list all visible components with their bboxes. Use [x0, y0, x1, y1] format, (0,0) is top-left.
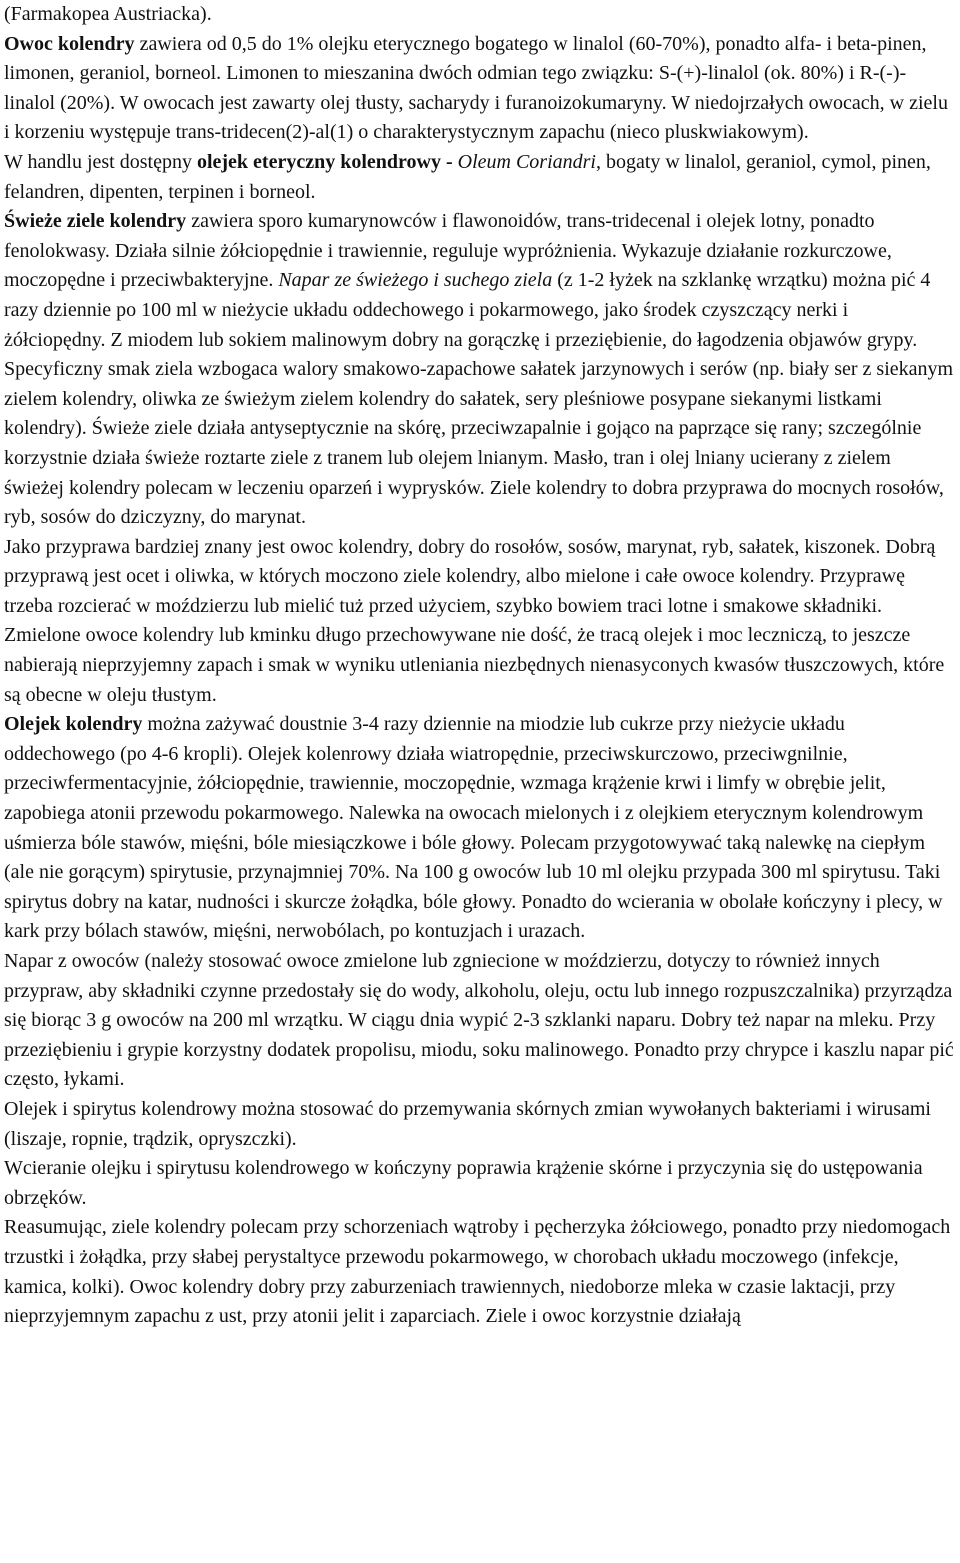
- italic-term: Oleum Coriandri: [457, 150, 596, 173]
- text-run: Olejek i spirytus kolendrowy można stosować do przemywania skórnych zmian wywołanych bakteriami i wirusami (liszaje, ropnie, trądzik, opryszczki).: [4, 1097, 931, 1150]
- bold-term: Olejek kolendry: [4, 713, 143, 736]
- paragraph-essential-oil: [4, 148, 954, 207]
- text-run: (Farmakopea Austriacka).: [4, 3, 212, 25]
- paragraph-circulation: [4, 1154, 954, 1213]
- text-run: Napar z owoców (należy stosować owoce zmielone lub zgniecione w moździerzu, dotyczy to również innych przypraw, aby składniki czynne przedostały się do wody, alkoholu, oleju, octu lub innego rozpuszczalnika) przyrządza się biorąc 3 g owoców na 200 ml wrzątku. W ciągu dnia wypić 2-3 szklanki naparu. Dobry też napar na mleku. Przy przeziębieniu i grypie korzystny dodatek propolisu, miodu, soku malinowego. Ponadto przy chrypce i kaszlu napar pić często, łykami.: [4, 950, 954, 1091]
- text-run: W handlu jest dostępny: [4, 150, 197, 173]
- bold-term: Świeże ziele kolendry: [4, 210, 187, 233]
- paragraph-fruit-infusion: [4, 947, 954, 1095]
- italic-term: Napar ze świeżego i suchego ziela: [278, 269, 553, 292]
- text-run: Wcieranie olejku i spirytusu kolendrowego w kończyny poprawia krążenie skórne i przyczynia się do ustępowania obrzęków.: [4, 1157, 923, 1209]
- text-run: , bogaty w linalol, geraniol, cymol, pinen, felandren, dipenten, terpinen i borneol.: [4, 150, 931, 203]
- text-run: Jako przyprawa bardziej znany jest owoc kolendry, dobry do rosołów, sosów, marynat, ryb, sałatek, kiszonek. Dobrą przyprawą jest ocet i oliwka, w których moczono ziele kolendry, albo mielone i całe owoce kolendry. Przyprawę trzeba rozcierać w moździerzu lub mielić tuż przed użyciem, szybko bowiem traci lotne i smakowe składniki. Zmielone owoce kolendry lub kminku długo przechowywane nie dość, że tracą olejek i moc leczniczą, to jeszcze nabierają nieprzyjemny zapach i smak w wyniku utleniania niezbędnych nienasyconych kwasów tłuszczowych, które są obecne w oleju tłustym.: [4, 535, 945, 706]
- text-run: Reasumując, ziele kolendry polecam przy schorzeniach wątroby i pęcherzyka żółciowego, ponadto przy niedomogach trzustki i żołądka, przy słabej perystaltyce przewodu pokarmowego, w chorobach układu moczowego (infekcje, kamica, kolki). Owoc kolendry dobry przy zaburzeniach trawiennych, niedoborze mleka w czasie laktacji, przy nieprzyjemnym zapachu z ust, przy atonii jelit i zaparciach. Ziele i owoc korzystnie działają: [4, 1216, 951, 1328]
- paragraph-source-note: [4, 0, 954, 30]
- paragraph-summary: [4, 1213, 954, 1331]
- text-run: (z 1-2 łyżek na szklankę wrzątku) można pić 4 razy dziennie po 100 ml w nieżycie układu oddechowego i pokarmowego, jako środek czyszczący nerki i żółciopędny. Z miodem lub sokiem malinowym dobry na gorączkę i przeziębienie, do łagodzenia objawów grypy. Specyficzny smak ziela wzbogaca walory smakowo-zapachowe sałatek jarzynowych i serów (np. biały ser z siekanym zielem kolendry, oliwka ze świeżym zielem kolendry do sałatek, sery pleśniowe posypane siekanymi listkami kolendry). Świeże ziele działa antyseptycznie na skórę, przeciwzapalnie i gojąco na paprzące się rany; szczególnie korzystnie działa świeże roztarte ziele z tranem lub olejem lnianym. Masło, tran i olej lniany ucierany z zielem świeżej kolendry polecam w leczeniu oparzeń i wyprysków. Ziele kolendry to dobra przyprawa do mocnych rosołów, ryb, sosów do dziczyzny, do marynat.: [4, 269, 954, 529]
- bold-term: olejek eteryczny kolendrowy -: [196, 150, 458, 173]
- bold-term: Owoc kolendry: [4, 32, 135, 55]
- paragraph-coriander-fruit: [4, 30, 954, 148]
- paragraph-fresh-herb: [4, 207, 954, 533]
- paragraph-coriander-oil: [4, 710, 954, 947]
- text-run: zawiera sporo kumarynowców i flawonoidów, trans-tridecenal i olejek lotny, ponadto fenolokwasy. Działa silnie żółciopędnie i trawiennie, reguluje wypróżnienia. Wykazuje działanie rozkurczowe, moczopędne i przeciwbakteryjne.: [4, 210, 892, 292]
- paragraph-skin-use: [4, 1095, 954, 1154]
- text-run: można zażywać doustnie 3-4 razy dziennie na miodzie lub cukrze przy nieżycie układu oddechowego (po 4-6 kropli). Olejek kolenrowy działa wiatropędnie, przeciwskurczowo, przeciwgnilnie, przeciwfermentacyjnie, żółciopędnie, trawiennie, moczopędnie, wzmaga krążenie krwi i limfy w obrębie jelit, zapobiega atonii przewodu pokarmowego. Nalewka na owocach mielonych i z olejkiem eterycznym kolendrowym uśmierza bóle stawów, mięśni, bóle miesiączkowe i bóle głowy. Polecam przygotowywać taką nalewkę na ciepłym (ale nie gorącym) spirytusie, przynajmniej 70%. Na 100 g owoców lub 10 ml olejku przypada 300 ml spirytusu. Taki spirytus dobry na katar, nudności i skurcze żołądka, bóle głowy. Ponadto do wcierania w obolałe kończyny i plecy, w kark przy bólach stawów, mięśni, nerwobólach, po kontuzjach i urazach.: [4, 713, 943, 943]
- text-run: zawiera od 0,5 do 1% olejku eterycznego bogatego w linalol (60-70%), ponadto alfa- i beta-pinen, limonen, geraniol, borneol. Limonen to mieszanina dwóch odmian tego związku: S-(+)-linalol (ok. 80%) i R-(-)-linalol (20%). W owocach jest zawarty olej tłusty, sacharydy i furanoizokumaryny. W niedojrzałych owocach, w zielu i korzeniu występuje trans-tridecen(2)-al(1) o charakterystycznym zapachu (nieco pluskwiakowym).: [4, 32, 948, 144]
- paragraph-spice-use: [4, 533, 954, 711]
